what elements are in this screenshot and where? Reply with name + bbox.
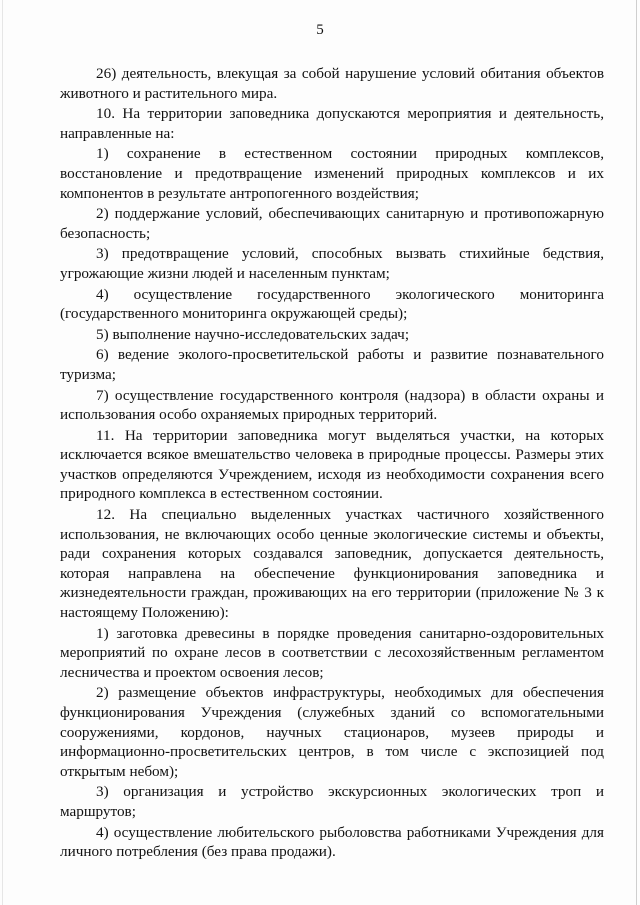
paragraph-item-1: 1) сохранение в естественном состоянии природных комплексов, восстановление и предотвращение изменений природных комплексов и их компонентов в результате антропогенного воздействия;	[60, 145, 604, 202]
paragraph-item-2: 2) поддержание условий, обеспечивающих санитарную и противопожарную безопасность;	[60, 205, 604, 242]
paragraph-item-4: 4) осуществление государственного экологического мониторинга (государственного мониторинга окружающей среды);	[60, 285, 604, 323]
paragraph-clause-11: 11. На территории заповедника могут выделяться участки, на которых исключается всякое вмешательство человека в природные процессы. Размеры этих участков определяются Учреждением, исходя из необходимости сохранения всего природного комплекса в естественном состоянии.	[60, 426, 604, 503]
paragraph-item-26: 26) деятельность, влекущая за собой нарушение условий обитания объектов животного и растительного мира.	[60, 65, 604, 102]
paragraph-item-7: 7) осуществление государственного контроля (надзора) в области охраны и использования особо охраняемых природных территорий.	[60, 386, 604, 424]
scan-edge-right	[636, 0, 637, 905]
paragraph-clause-12: 12. На специально выделенных участках частичного хозяйственного использования, не включающих особо ценные экологические системы и объекты, ради сохранения которых создавался заповедник, допускается деятельность, которая направлена на обеспечение функционирования заповедника и жизнедеятельности граждан, проживающих на его территории (приложение № 3 к настоящему Положению):	[60, 506, 604, 622]
paragraph-clause-10: 10. На территории заповедника допускаются мероприятия и деятельность, направленные на:	[60, 105, 604, 142]
scan-edge-left	[2, 0, 3, 905]
paragraph-subitem-4: 4) осуществление любительского рыболовства работниками Учреждения для личного потребления (без права продажи).	[60, 823, 604, 861]
paragraph-item-6: 6) ведение эколого-просветительской работы и развитие познавательного туризма;	[60, 346, 604, 383]
paragraph-subitem-3: 3) организация и устройство экскурсионных экологических троп и маршрутов;	[60, 783, 604, 820]
paragraph-subitem-2: 2) размещение объектов инфраструктуры, необходимых для обеспечения функционирования Учреждения (служебных зданий со вспомогательными сооружениями, кордонов, научных стационаров, музеев природы и информационно-просветительских центров, в том числе с экспозицией под открытым небом);	[60, 684, 604, 780]
document-body	[60, 64, 604, 862]
page-number: 5	[316, 22, 324, 38]
paragraph-item-5: 5) выполнение научно-исследовательских задач;	[96, 325, 410, 343]
paragraph-subitem-1: 1) заготовка древесины в порядке проведения санитарно-оздоровительных мероприятий по охране лесов в соответствии с лесохозяйственным регламентом лесничества и проектом освоения лесов;	[60, 624, 604, 681]
paragraph-item-3: 3) предотвращение условий, способных вызвать стихийные бедствия, угрожающие жизни людей и населенным пунктам;	[60, 245, 604, 282]
